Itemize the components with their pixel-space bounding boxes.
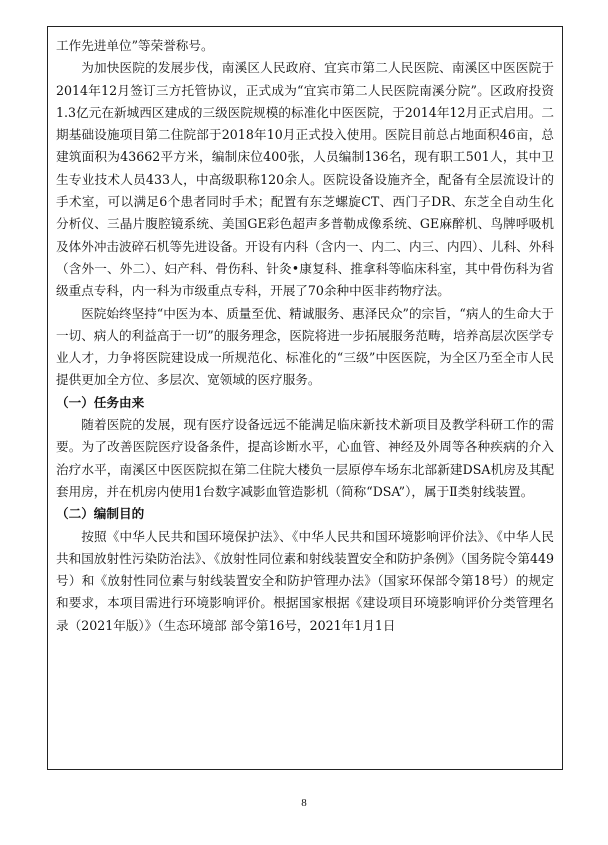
paragraph-purpose: 按照《中华人民共和国环境保护法》、《中华人民共和国环境影响评价法》、《中华人民共和国放射性污染防治法》、《放射性同位素和射线装置安全和防护条例》（国务院令第449号）和《放射性同位素与射线装置安全和防护管理办法》（国家环保部令第18号）的规定和要求，本项目需进行环境影响评价。根据国家根据《建设项目环境影响评价分类管理名录（2021年版）》（生态环境部 部令第16号，2021年1月1日 bbox=[56, 528, 554, 633]
document-body bbox=[56, 35, 554, 637]
content-frame bbox=[47, 26, 563, 770]
paragraph-task-origin: 随着医院的发展，现有医疗设备远远不能满足临床新技术新项目及教学科研工作的需要。为了改善医院医疗设备条件，提高诊断水平，心血管、神经及外周等各种疾病的介入治疗水平，南溪区中医医院拟在第二住院大楼负一层原停车场东北部新建DSA机房及其配套用房，并在机房内使用1台数字减影血管造影机（简称“DSA”），属于Ⅱ类射线装置。 bbox=[56, 417, 554, 499]
section-heading-task-origin: （一）任务由来 bbox=[56, 394, 145, 410]
paragraph-hospital-development: 为加快医院的发展步伐，南溪区人民政府、宜宾市第二人民医院、南溪区中医医院于2014年12月签订三方托管协议，正式成为“宜宾市第二人民医院南溪分院”。区政府投资1.3亿元在新城西区建成的三级医院规模的标准化中医医院，于2014年12月正式启用。二期基础设施项目第二住院部于2018年10月正式投入使用。医院目前总占地面积46亩，总建筑面积为43662平方米，编制床位400张，人员编制136名，现有职工501人，其中卫生专业技术人员433人，中高级职称120余人。医院设备设施齐全，配备有全层流设计的手术室，可以满足6个患者同时手术；配置有东芝螺旋CT、西门子DR、东芝全自动生化分析仪、三晶片腹腔镜系统、美国GE彩色超声多普勒成像系统、GE麻醉机、鸟牌呼吸机及体外冲击波碎石机等先进设备。开设有内科（含内一、内二、内三、内四）、儿科、外科（含外一、外二）、妇产科、骨伤科、针灸•康复科、推拿科等临床科室，其中骨伤科为省级重点专科，内一科为市级重点专科，开展了70余种中医非药物疗法。 bbox=[56, 60, 554, 299]
paragraph-continuation: 工作先进单位”等荣誉称号。 bbox=[56, 38, 214, 53]
paragraph-hospital-mission: 医院始终坚持“中医为本、质量至优、精诚服务、惠泽民众”的宗旨，“病人的生命大于一切、病人的利益高于一切”的服务理念，医院将进一步拓展服务范畴，培养高层次医学专业人才，力争将医院建设成一所规范化、标准化的“三级”中医医院，为全区乃至全市人民提供更加全方位、多层次、宽领域的医疗服务。 bbox=[56, 305, 554, 388]
section-heading-purpose: （二）编制目的 bbox=[56, 506, 145, 522]
page-number: 8 bbox=[301, 797, 307, 809]
